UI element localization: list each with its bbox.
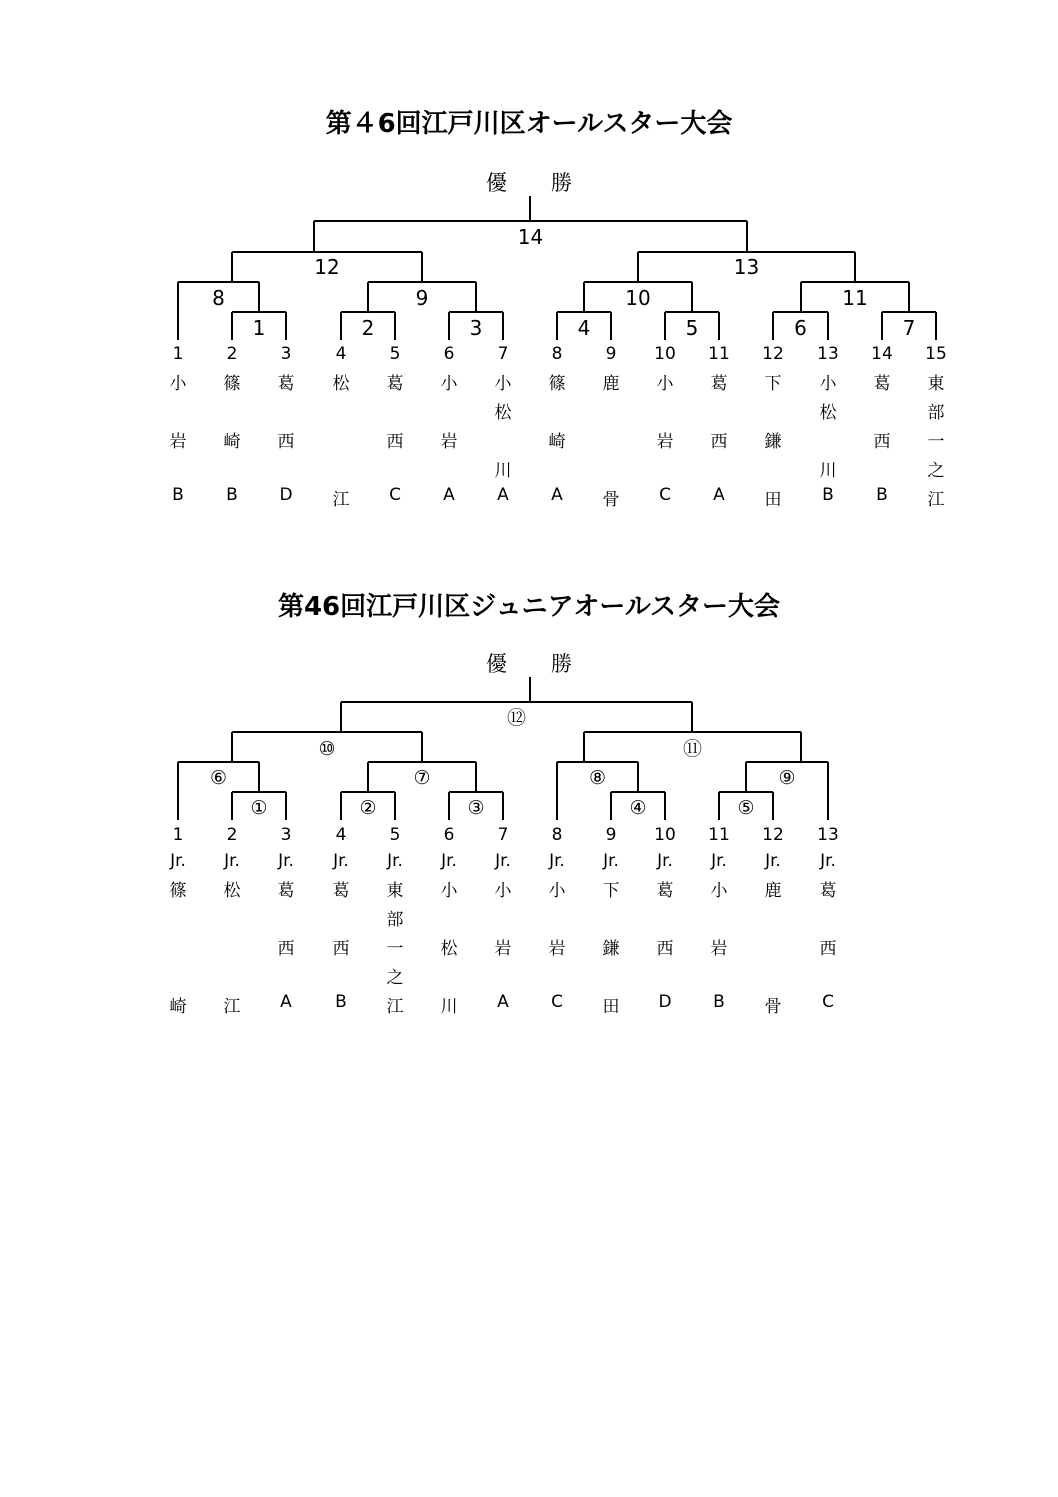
junior-prefix: Jr.	[495, 851, 511, 871]
team-name-char: 葛	[819, 881, 837, 901]
match-number: 11	[842, 286, 868, 310]
match-number: 4	[577, 316, 591, 340]
team-name-char: 下	[602, 881, 620, 901]
seed-number: 8	[551, 825, 563, 845]
team-name-char: 篠	[223, 374, 241, 394]
seed-number: 12	[762, 344, 784, 364]
team-name-char: 西	[873, 432, 891, 452]
team-name-char: 川	[440, 997, 458, 1017]
match-number: 9	[415, 286, 429, 310]
match-number: 1	[252, 316, 266, 340]
junior-prefix: Jr.	[603, 851, 619, 871]
team-name-char: C	[822, 992, 834, 1012]
team-name-char: 松	[819, 403, 837, 423]
seed-number: 3	[280, 825, 292, 845]
team-name-char: 鹿	[602, 374, 620, 394]
team-name-char: 岩	[494, 939, 512, 959]
match-number: ⑨	[778, 767, 796, 789]
seed-number: 9	[605, 344, 617, 364]
seed-number: 3	[280, 344, 292, 364]
seed-number: 6	[443, 344, 455, 364]
match-number: 12	[314, 255, 340, 279]
seed-number: 2	[226, 825, 238, 845]
team-name-char: 篠	[548, 374, 566, 394]
team-name-char: 川	[819, 461, 837, 481]
senior-tournament-title: 第４6回江戸川区オールスター大会	[325, 109, 733, 139]
team-name-char: C	[659, 485, 671, 505]
junior-prefix: Jr.	[820, 851, 836, 871]
team-name-char: 小	[710, 881, 728, 901]
team-name-char: 鎌	[764, 432, 782, 452]
match-number: 3	[469, 316, 483, 340]
team-name-char: 西	[710, 432, 728, 452]
team-name-char: 小	[440, 881, 458, 901]
team-name-char: A	[713, 485, 725, 505]
team-name-char: 骨	[764, 997, 782, 1017]
match-number: 6	[794, 316, 807, 340]
team-name-char: 小	[494, 374, 512, 394]
team-name-char: 鹿	[764, 881, 782, 901]
team-name-char: 葛	[332, 881, 350, 901]
team-name-char: A	[280, 992, 292, 1012]
team-name-char: 岩	[169, 432, 187, 452]
team-name-char: 岩	[548, 939, 566, 959]
team-name-char: 崎	[548, 432, 566, 452]
junior-prefix: Jr.	[711, 851, 727, 871]
seed-number: 4	[335, 825, 347, 845]
team-name-char: 江	[386, 997, 404, 1017]
team-name-char: C	[389, 485, 401, 505]
team-name-char: 骨	[602, 490, 620, 510]
team-name-char: 岩	[710, 939, 728, 959]
team-name-char: 松	[494, 403, 512, 423]
seed-number: 11	[708, 825, 730, 845]
team-name-char: 田	[764, 490, 782, 510]
team-name-char: 小	[440, 374, 458, 394]
match-number: ⑦	[413, 767, 431, 789]
team-name-char: 一	[386, 939, 404, 959]
team-name-char: 部	[927, 403, 945, 423]
match-number: 13	[733, 255, 760, 279]
team-name-char: 岩	[656, 432, 674, 452]
match-number: 2	[361, 316, 375, 340]
seed-number: 15	[925, 344, 947, 364]
seed-number: 5	[389, 825, 401, 845]
team-name-char: 之	[386, 968, 404, 988]
team-name-char: A	[443, 485, 455, 505]
team-name-char: 西	[277, 432, 295, 452]
senior-champion-label: 優勝	[486, 171, 616, 195]
team-name-char: 松	[332, 374, 350, 394]
team-name-char: 葛	[277, 374, 295, 394]
match-number: ⑥	[209, 767, 228, 789]
match-number: 8	[212, 286, 225, 310]
team-name-char: 崎	[223, 432, 241, 452]
team-name-char: 江	[332, 490, 350, 510]
team-name-char: B	[172, 485, 184, 505]
team-name-char: 東	[927, 374, 945, 394]
team-name-char: 一	[927, 432, 945, 452]
seed-number: 12	[762, 825, 784, 845]
junior-prefix: Jr.	[657, 851, 673, 871]
seed-number: 8	[551, 344, 563, 364]
team-name-char: 小	[494, 881, 512, 901]
team-name-char: 西	[819, 939, 837, 959]
junior-prefix: Jr.	[387, 851, 403, 871]
team-name-char: 崎	[169, 997, 187, 1017]
match-number: ⑪	[682, 738, 703, 760]
team-name-char: C	[551, 992, 563, 1012]
team-name-char: 江	[927, 490, 945, 510]
match-number: 10	[625, 286, 651, 310]
team-name-char: 松	[440, 939, 458, 959]
team-name-char: 葛	[277, 881, 295, 901]
junior-bracket	[0, 660, 1058, 820]
team-name-char: A	[497, 992, 509, 1012]
junior-prefix: Jr.	[765, 851, 781, 871]
team-name-char: 西	[277, 939, 295, 959]
junior-prefix: Jr.	[549, 851, 565, 871]
team-name-char: 小	[548, 881, 566, 901]
team-name-char: 葛	[656, 881, 674, 901]
junior-prefix: Jr.	[278, 851, 294, 871]
seed-number: 5	[389, 344, 401, 364]
team-name-char: A	[551, 485, 563, 505]
match-number: ⑤	[737, 797, 755, 819]
team-name-char: B	[335, 992, 347, 1012]
seed-number: 13	[817, 344, 839, 364]
seed-number: 14	[871, 344, 893, 364]
team-name-char: D	[279, 485, 293, 505]
junior-tournament-title: 第46回江戸川区ジュニアオールスター大会	[277, 592, 781, 622]
team-name-char: 川	[494, 461, 512, 481]
team-name-char: 西	[656, 939, 674, 959]
seed-number: 1	[172, 825, 184, 845]
match-number: ④	[629, 797, 647, 819]
team-name-char: 江	[223, 997, 241, 1017]
team-name-char: 西	[386, 432, 404, 452]
team-name-char: B	[822, 485, 834, 505]
seed-number: 13	[817, 825, 839, 845]
team-name-char: 葛	[873, 374, 891, 394]
team-name-char: 小	[169, 374, 187, 394]
seed-number: 2	[226, 344, 238, 364]
team-name-char: 葛	[386, 374, 404, 394]
team-name-char: 鎌	[602, 939, 620, 959]
match-number: ⑩	[318, 738, 336, 760]
team-name-char: 東	[386, 881, 404, 901]
junior-prefix: Jr.	[441, 851, 457, 871]
team-name-char: B	[876, 485, 888, 505]
junior-prefix: Jr.	[333, 851, 349, 871]
team-name-char: 下	[764, 374, 782, 394]
seed-number: 10	[654, 825, 676, 845]
match-number: ⑫	[506, 707, 527, 729]
seed-number: 9	[605, 825, 617, 845]
team-name-char: 小	[656, 374, 674, 394]
team-name-char: B	[713, 992, 725, 1012]
team-name-char: 之	[927, 461, 945, 481]
team-name-char: 西	[332, 939, 350, 959]
seed-number: 4	[335, 344, 347, 364]
match-number: 7	[902, 316, 916, 340]
junior-champion-label: 優勝	[486, 652, 616, 676]
seed-number: 7	[497, 825, 509, 845]
team-name-char: 松	[223, 881, 241, 901]
team-name-char: 葛	[710, 374, 728, 394]
match-number: ③	[467, 797, 485, 819]
match-number: ②	[359, 797, 377, 819]
match-number: 14	[517, 225, 544, 249]
team-name-char: B	[226, 485, 238, 505]
match-number: ⑧	[588, 767, 607, 789]
seed-number: 10	[654, 344, 676, 364]
seed-number: 1	[172, 344, 184, 364]
junior-prefix: Jr.	[224, 851, 240, 871]
team-name-char: 小	[819, 374, 837, 394]
senior-bracket	[0, 180, 1058, 360]
team-name-char: A	[497, 485, 509, 505]
match-number: 5	[685, 316, 699, 340]
match-number: ①	[250, 797, 268, 819]
team-name-char: 岩	[440, 432, 458, 452]
seed-number: 6	[443, 825, 455, 845]
seed-number: 7	[497, 344, 509, 364]
team-name-char: 田	[602, 997, 620, 1017]
seed-number: 11	[708, 344, 730, 364]
team-name-char: 部	[386, 910, 404, 930]
team-name-char: 篠	[169, 881, 187, 901]
team-name-char: D	[658, 992, 672, 1012]
junior-prefix: Jr.	[170, 851, 186, 871]
